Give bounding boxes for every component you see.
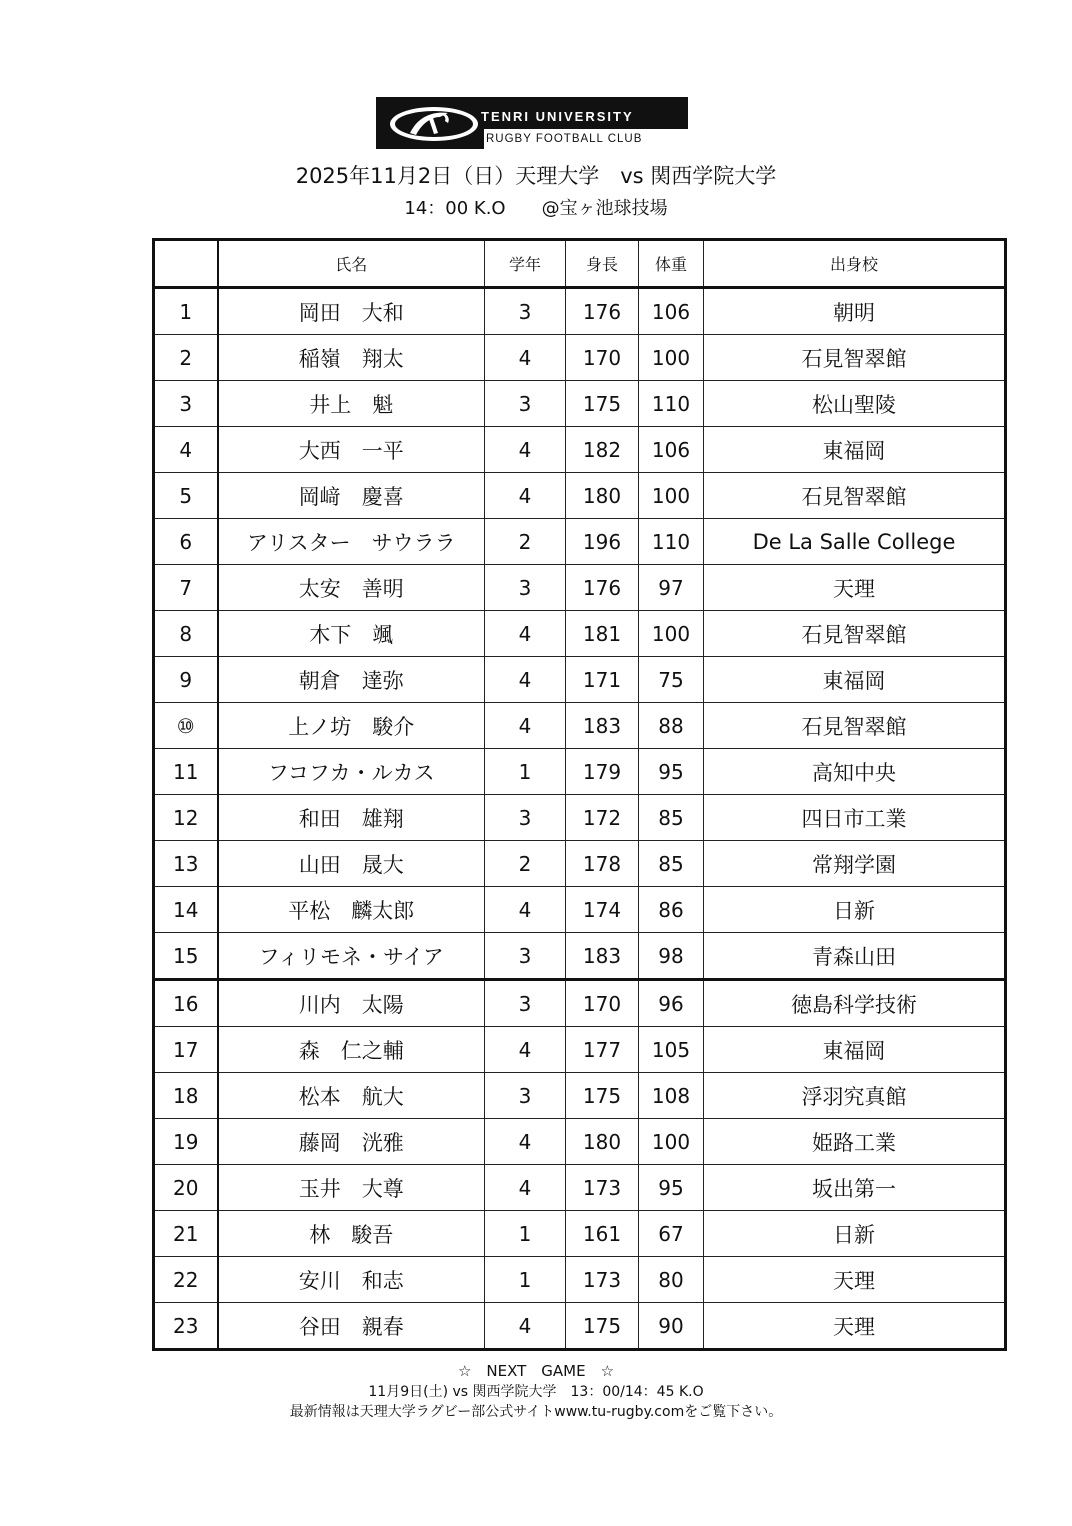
cell-school: 東福岡 <box>704 657 1006 703</box>
cell-number: ⑩ <box>154 703 218 749</box>
cell-number: 21 <box>154 1211 218 1257</box>
cell-number: 6 <box>154 519 218 565</box>
table-row <box>154 611 1006 657</box>
cell-name: 藤岡 洸雅 <box>218 1119 485 1165</box>
cell-weight: 110 <box>639 381 704 427</box>
cell-height: 170 <box>566 335 639 381</box>
cell-height: 176 <box>566 565 639 611</box>
cell-school: 天理 <box>704 1257 1006 1303</box>
cell-school: 徳島科学技術 <box>704 980 1006 1027</box>
table-row <box>154 657 1006 703</box>
cell-name: 朝倉 達弥 <box>218 657 485 703</box>
club-logo <box>376 97 688 149</box>
cell-school: 姫路工業 <box>704 1119 1006 1165</box>
cell-grade: 4 <box>485 1027 566 1073</box>
cell-school: 青森山田 <box>704 933 1006 980</box>
cell-grade: 3 <box>485 288 566 335</box>
cell-number: 15 <box>154 933 218 980</box>
cell-height: 179 <box>566 749 639 795</box>
cell-school: 東福岡 <box>704 427 1006 473</box>
cell-number: 3 <box>154 381 218 427</box>
cell-grade: 4 <box>485 611 566 657</box>
rugby-ball-emblem-icon <box>388 103 480 145</box>
cell-weight: 95 <box>639 749 704 795</box>
cell-weight: 97 <box>639 565 704 611</box>
table-row <box>154 749 1006 795</box>
cell-weight: 106 <box>639 288 704 335</box>
cell-number: 2 <box>154 335 218 381</box>
cell-grade: 4 <box>485 427 566 473</box>
cell-weight: 105 <box>639 1027 704 1073</box>
cell-number: 22 <box>154 1257 218 1303</box>
header-height: 身長 <box>566 240 639 288</box>
cell-number: 18 <box>154 1073 218 1119</box>
cell-height: 182 <box>566 427 639 473</box>
roster-body <box>154 288 1006 1350</box>
cell-grade: 3 <box>485 565 566 611</box>
cell-height: 177 <box>566 1027 639 1073</box>
cell-school: 石見智翠館 <box>704 611 1006 657</box>
cell-grade: 4 <box>485 1119 566 1165</box>
table-row <box>154 565 1006 611</box>
cell-school: 四日市工業 <box>704 795 1006 841</box>
cell-number: 4 <box>154 427 218 473</box>
table-row <box>154 933 1006 980</box>
table-row <box>154 288 1006 335</box>
cell-school: 東福岡 <box>704 1027 1006 1073</box>
cell-weight: 85 <box>639 841 704 887</box>
cell-height: 196 <box>566 519 639 565</box>
cell-grade: 4 <box>485 335 566 381</box>
logo-university-name: TENRI UNIVERSITY <box>481 109 634 124</box>
cell-name: 大西 一平 <box>218 427 485 473</box>
cell-weight: 80 <box>639 1257 704 1303</box>
header-weight: 体重 <box>639 240 704 288</box>
cell-weight: 90 <box>639 1303 704 1350</box>
cell-name: 岡田 大和 <box>218 288 485 335</box>
cell-number: 20 <box>154 1165 218 1211</box>
cell-weight: 106 <box>639 427 704 473</box>
cell-name: 川内 太陽 <box>218 980 485 1027</box>
table-row <box>154 1211 1006 1257</box>
cell-name: 岡﨑 慶喜 <box>218 473 485 519</box>
cell-grade: 2 <box>485 841 566 887</box>
table-row <box>154 381 1006 427</box>
cell-school: 天理 <box>704 565 1006 611</box>
kickoff-venue: 14：00 K.O @宝ヶ池球技場 <box>404 198 668 219</box>
next-game-heading: ☆ NEXT GAME ☆ <box>457 1362 615 1380</box>
table-header-row <box>154 240 1006 288</box>
cell-name: 和田 雄翔 <box>218 795 485 841</box>
cell-grade: 3 <box>485 980 566 1027</box>
cell-school: 常翔学園 <box>704 841 1006 887</box>
header-grade: 学年 <box>485 240 566 288</box>
cell-number: 1 <box>154 288 218 335</box>
cell-weight: 95 <box>639 1165 704 1211</box>
match-title: 2025年11月2日（日）天理大学 vs 関西学院大学 <box>295 164 777 188</box>
header-number <box>154 240 218 288</box>
cell-name: 玉井 大尊 <box>218 1165 485 1211</box>
cell-grade: 1 <box>485 1257 566 1303</box>
cell-name: 上ノ坊 駿介 <box>218 703 485 749</box>
cell-height: 181 <box>566 611 639 657</box>
cell-height: 180 <box>566 473 639 519</box>
cell-number: 7 <box>154 565 218 611</box>
cell-weight: 100 <box>639 1119 704 1165</box>
table-row <box>154 473 1006 519</box>
cell-name: フィリモネ・サイア <box>218 933 485 980</box>
cell-number: 17 <box>154 1027 218 1073</box>
cell-weight: 85 <box>639 795 704 841</box>
cell-name: フコフカ・ルカス <box>218 749 485 795</box>
cell-name: 森 仁之輔 <box>218 1027 485 1073</box>
cell-number: 8 <box>154 611 218 657</box>
cell-name: 山田 晟大 <box>218 841 485 887</box>
cell-number: 14 <box>154 887 218 933</box>
cell-school: 松山聖陵 <box>704 381 1006 427</box>
cell-name: 林 駿吾 <box>218 1211 485 1257</box>
cell-height: 172 <box>566 795 639 841</box>
website-info: 最新情報は天理大学ラグビー部公式サイトwww.tu-rugby.comをご覧下さい。 <box>289 1404 783 1420</box>
cell-height: 171 <box>566 657 639 703</box>
cell-school: 石見智翠館 <box>704 473 1006 519</box>
table-row <box>154 1073 1006 1119</box>
cell-height: 183 <box>566 933 639 980</box>
next-game-details: 11月9日(土) vs 関西学院大学 13：00/14：45 K.O <box>368 1384 704 1400</box>
cell-weight: 108 <box>639 1073 704 1119</box>
cell-name: 平松 麟太郎 <box>218 887 485 933</box>
header-school: 出身校 <box>704 240 1006 288</box>
cell-number: 11 <box>154 749 218 795</box>
table-row <box>154 1257 1006 1303</box>
table-row <box>154 1303 1006 1350</box>
cell-grade: 3 <box>485 381 566 427</box>
cell-school: 日新 <box>704 887 1006 933</box>
table-row <box>154 427 1006 473</box>
cell-height: 173 <box>566 1165 639 1211</box>
cell-number: 13 <box>154 841 218 887</box>
cell-school: 坂出第一 <box>704 1165 1006 1211</box>
cell-grade: 3 <box>485 933 566 980</box>
cell-name: 井上 魁 <box>218 381 485 427</box>
table-row <box>154 795 1006 841</box>
roster-table <box>152 238 1007 1351</box>
cell-height: 175 <box>566 1303 639 1350</box>
cell-height: 161 <box>566 1211 639 1257</box>
cell-name: 谷田 親春 <box>218 1303 485 1350</box>
cell-height: 183 <box>566 703 639 749</box>
cell-weight: 75 <box>639 657 704 703</box>
cell-height: 173 <box>566 1257 639 1303</box>
cell-weight: 100 <box>639 473 704 519</box>
cell-school: 石見智翠館 <box>704 703 1006 749</box>
table-row <box>154 519 1006 565</box>
cell-height: 176 <box>566 288 639 335</box>
cell-grade: 1 <box>485 749 566 795</box>
cell-grade: 3 <box>485 795 566 841</box>
cell-number: 23 <box>154 1303 218 1350</box>
cell-number: 19 <box>154 1119 218 1165</box>
logo-club-name: RUGBY FOOTBALL CLUB <box>484 129 688 149</box>
cell-height: 180 <box>566 1119 639 1165</box>
table-row <box>154 335 1006 381</box>
cell-height: 175 <box>566 381 639 427</box>
cell-school: 天理 <box>704 1303 1006 1350</box>
cell-weight: 86 <box>639 887 704 933</box>
cell-height: 178 <box>566 841 639 887</box>
table-row <box>154 887 1006 933</box>
cell-number: 16 <box>154 980 218 1027</box>
cell-grade: 4 <box>485 887 566 933</box>
cell-weight: 100 <box>639 335 704 381</box>
cell-school: De La Salle College <box>704 519 1006 565</box>
cell-number: 12 <box>154 795 218 841</box>
cell-school: 浮羽究真館 <box>704 1073 1006 1119</box>
cell-name: 稲嶺 翔太 <box>218 335 485 381</box>
table-row <box>154 703 1006 749</box>
cell-grade: 4 <box>485 1303 566 1350</box>
cell-number: 9 <box>154 657 218 703</box>
cell-grade: 4 <box>485 657 566 703</box>
cell-school: 日新 <box>704 1211 1006 1257</box>
cell-school: 高知中央 <box>704 749 1006 795</box>
header-name: 氏名 <box>218 240 485 288</box>
table-row <box>154 1165 1006 1211</box>
cell-weight: 110 <box>639 519 704 565</box>
cell-name: 太安 善明 <box>218 565 485 611</box>
cell-height: 174 <box>566 887 639 933</box>
table-row <box>154 841 1006 887</box>
cell-name: 木下 颯 <box>218 611 485 657</box>
cell-grade: 4 <box>485 473 566 519</box>
cell-weight: 98 <box>639 933 704 980</box>
cell-grade: 4 <box>485 703 566 749</box>
cell-name: アリスター サウララ <box>218 519 485 565</box>
cell-grade: 1 <box>485 1211 566 1257</box>
cell-name: 安川 和志 <box>218 1257 485 1303</box>
cell-weight: 100 <box>639 611 704 657</box>
cell-grade: 3 <box>485 1073 566 1119</box>
cell-school: 石見智翠館 <box>704 335 1006 381</box>
table-row <box>154 1027 1006 1073</box>
cell-height: 170 <box>566 980 639 1027</box>
table-row <box>154 980 1006 1027</box>
cell-school: 朝明 <box>704 288 1006 335</box>
cell-weight: 88 <box>639 703 704 749</box>
cell-number: 5 <box>154 473 218 519</box>
cell-height: 175 <box>566 1073 639 1119</box>
cell-grade: 4 <box>485 1165 566 1211</box>
cell-weight: 96 <box>639 980 704 1027</box>
cell-weight: 67 <box>639 1211 704 1257</box>
cell-grade: 2 <box>485 519 566 565</box>
table-row <box>154 1119 1006 1165</box>
cell-name: 松本 航大 <box>218 1073 485 1119</box>
